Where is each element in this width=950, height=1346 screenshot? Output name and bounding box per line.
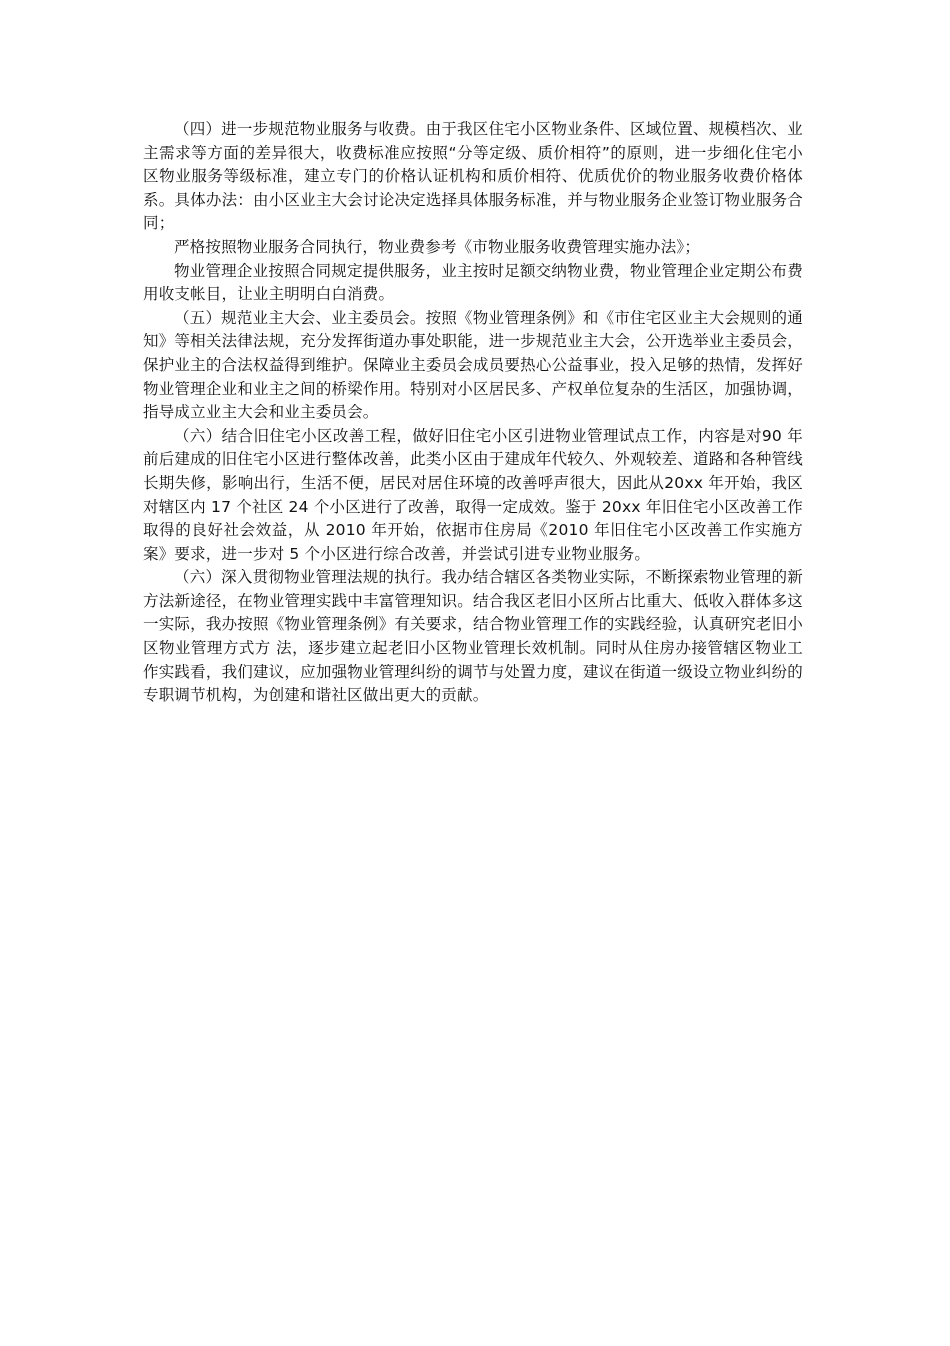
paragraph-regulation-enforcement: （六）深入贯彻物业管理法规的执行。我办结合辖区各类物业实际，不断探索物业管理的新方法新途径，在物业管理实践中丰富管理知识。结合我区老旧小区所占比重大、低收入群体多这一实际，我办按照《物业管理条例》有关要求，结合物业管理工作的实践经验，认真研究老旧小区物业管理方式方 法，逐步建立起老旧小区物业管理长效机制。同时从住房办接管辖区物业工作实践看，我们建议，应加强物业管理纠纷的调节与处置力度，建议在街道一级设立物业纠纷的专职调节机构，为创建和谐社区做出更大的贡献。 [143, 568, 803, 705]
document-body [143, 118, 803, 708]
paragraph-old-community-improvement: （六）结合旧住宅小区改善工程，做好旧住宅小区引进物业管理试点工作，内容是对90 年前后建成的旧住宅小区进行整体改善，此类小区由于建成年代较久、外观较差、道路和各种管线长期失修，影响出行，生活不便，居民对居住环境的改善呼声很大，因此从20xx 年开始，我区对辖区内 17 个社区 24 个小区进行了改善，取得一定成效。鉴于 20xx 年旧住宅小区改善工作取得的良好社会效益，从 2010 年开始，依据市住房局《2010 年旧住宅小区改善工作实施方案》要求，进一步对 5 个小区进行综合改善，并尝试引进专业物业服务。 [143, 426, 803, 563]
paragraph-contract-execution: 严格按照物业服务合同执行，物业费参考《市物业服务收费管理实施办法》； [174, 237, 701, 256]
paragraph-fee-disclosure: 物业管理企业按照合同规定提供服务，业主按时足额交纳物业费，物业管理企业定期公布费用收支帐目，让业主明明白白消费。 [143, 261, 803, 304]
paragraph-property-service-fees: （四）进一步规范物业服务与收费。由于我区住宅小区物业条件、区域位置、规模档次、业主需求等方面的差异很大，收费标准应按照“分等定级、质价相符”的原则，进一步细化住宅小区物业服务等级标准，建立专门的价格认证机构和质价相符、优质优价的物业服务收费价格体系。具体办法：由小区业主大会讨论决定选择具体服务标准，并与物业服务企业签订物业服务合同； [143, 120, 803, 233]
paragraph-owners-assembly: （五）规范业主大会、业主委员会。按照《物业管理条例》和《市住宅区业主大会规则的通知》等相关法律法规，充分发挥街道办事处职能，进一步规范业主大会，公开选举业主委员会，保护业主的合法权益得到维护。保障业主委员会成员要热心公益事业，投入足够的热情，发挥好物业管理企业和业主之间的桥梁作用。特别对小区居民多、产权单位复杂的生活区，加强协调，指导成立业主大会和业主委员会。 [143, 308, 803, 422]
